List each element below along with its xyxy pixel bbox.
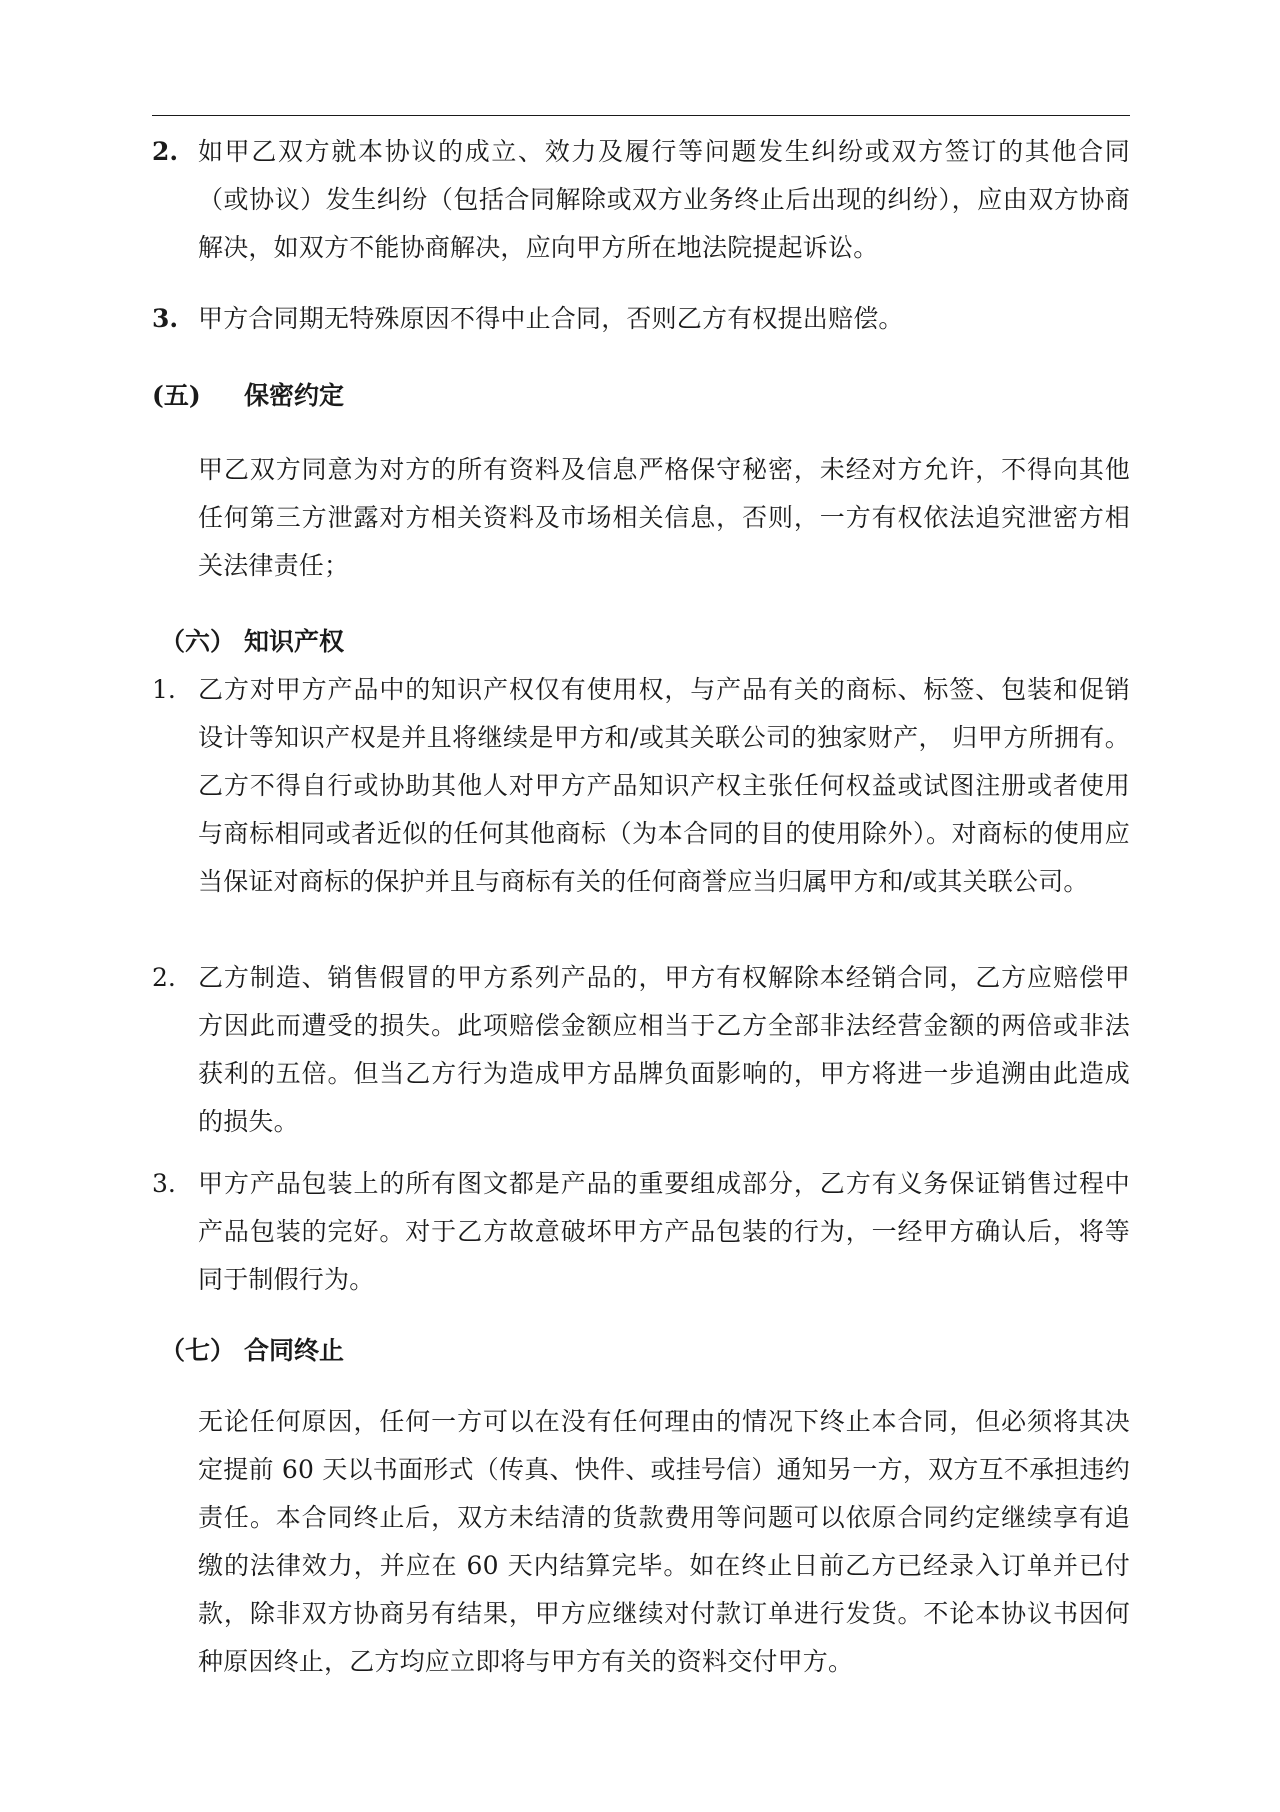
section-heading-termination — [152, 1327, 344, 1375]
header-rule — [152, 115, 1130, 116]
section-number: （七） — [160, 1336, 236, 1365]
ip-item-3 — [152, 1160, 1130, 1304]
item-text: 甲方产品包装上的所有图文都是产品的重要组成部分，乙方有义务保证销售过程中产品包装的完好。对于乙方故意破坏甲方产品包装的行为，一经甲方确认后，将等同于制假行为。 — [198, 1169, 1130, 1294]
section-title: 合同终止 — [244, 1336, 345, 1365]
item-text: 乙方制造、销售假冒的甲方系列产品的，甲方有权解除本经销合同，乙方应赔偿甲方因此而遭受的损失。此项赔偿金额应相当于乙方全部非法经营金额的两倍或非法获利的五倍。但当乙方行为造成甲方品牌负面影响的，甲方将进一步追溯由此造成的损失。 — [198, 963, 1130, 1136]
item-number: 1. — [152, 675, 176, 704]
section-heading-confidentiality — [152, 372, 344, 420]
termination-paragraph: 无论任何原因，任何一方可以在没有任何理由的情况下终止本合同，但必须将其决定提前 60 天以书面形式（传真、快件、或挂号信）通知另一方，双方互不承担违约责任。本合同终止后，双方未结清的货款费用等问题可以依原合同约定继续享有追缴的法律效力，并应在 60 天内结算完毕。如在终止日前乙方已经录入订单并已付款，除非双方协商另有结果，甲方应继续对付款订单进行发货。不论本协议书因何种原因终止，乙方均应立即将与甲方有关的资料交付甲方。 — [198, 1407, 1130, 1676]
section-title: 保密约定 — [244, 381, 345, 410]
confidentiality-paragraph: 甲乙双方同意为对方的所有资料及信息严格保守秘密，未经对方允许，不得向其他任何第三方泄露对方相关资料及市场相关信息，否则，一方有权依法追究泄密方相关法律责任； — [198, 455, 1130, 580]
item-number: 3. — [152, 1169, 176, 1198]
item-text: 甲方合同期无特殊原因不得中止合同，否则乙方有权提出赔偿。 — [198, 304, 904, 333]
section-number: （六） — [160, 627, 236, 656]
item-number: 3. — [152, 304, 179, 333]
ip-item-1 — [152, 666, 1130, 906]
section-title: 知识产权 — [244, 627, 345, 656]
ip-item-2 — [152, 954, 1130, 1146]
item-number: 2. — [152, 137, 179, 166]
dispute-item-3 — [152, 295, 1130, 343]
section-number: (五) — [152, 381, 201, 410]
item-number: 2. — [152, 963, 176, 992]
dispute-item-2 — [152, 128, 1130, 272]
section-heading-intellectual-property — [152, 618, 344, 666]
item-text: 如甲乙双方就本协议的成立、效力及履行等问题发生纠纷或双方签订的其他合同（或协议）发生纠纷（包括合同解除或双方业务终止后出现的纠纷），应由双方协商解决，如双方不能协商解决，应向甲方所在地法院提起诉讼。 — [198, 137, 1130, 262]
item-text: 乙方对甲方产品中的知识产权仅有使用权，与产品有关的商标、标签、包装和促销设计等知识产权是并且将继续是甲方和/或其关联公司的独家财产， 归甲方所拥有。乙方不得自行或协助其他人对甲方产品知识产权主张任何权益或试图注册或者使用与商标相同或者近似的任何其他商标（为本合同的目的使用除外）。对商标的使用应当保证对商标的保护并且与商标有关的任何商誉应当归属甲方和/或其关联公司。 — [198, 675, 1130, 896]
